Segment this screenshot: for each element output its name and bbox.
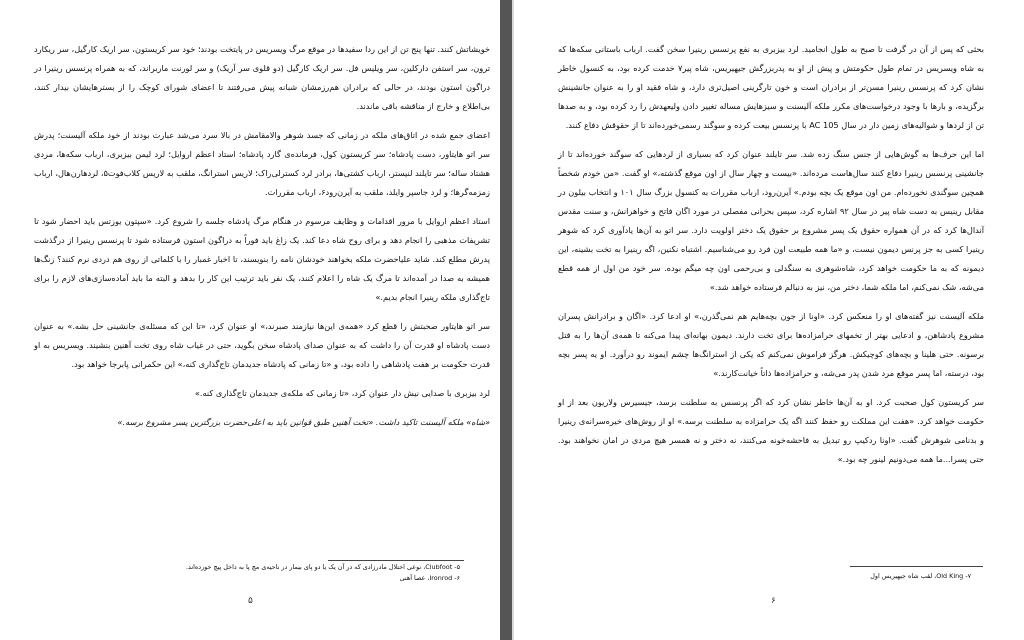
right-page-body [558,40,984,479]
paragraph: خویشاتش کنند. تنها پنج تن از این ردا سفیدها در موقع مرگ ویسریس در پایتخت بودند؛ خود سر کریستون، سر اریک کارگیل، سر ریکارد ترون، سر استفن دارکلین، سر ویلیس فل. سر اریک کارگیل (دو قلوی سر آریک) و سر لورنت ماربراند، که به همراه پرنسس رینیرا در دراگون استون بودند، در حالی که برادران هم‌رزمشان شبانه پیش می‌رفتند تا اعضای شورای کوچک را از بسترهایشان بیدار کنند، بی‌اطلاع و خارج از مناقشه باقی ماندند. [34,44,490,111]
left-footnotes [186,562,460,584]
page-number: ۵ [248,596,253,606]
paragraph: بحثی که پس از آن در گرفت تا صبح به طول انجامید. لرد بیزبری به نفع پرنسس رینیرا سخن گفت. ارباب باستانی سکه‌ها که به شاه ویسریس در تمام طول حکومتش و پیش از او به پدربزرگش جیهیریس، شاه پیر۷ خدمت کرده بود، به کنسول خاطر نشان کرد که پرنسس رینیرا مسن‌تر از برادران است و خون تارگرینی اصیل‌تری دارد، و شاه فقید او را به عنوان جانشینش برگزیده، و بارها با وجود درخواست‌های مکرر ملکه آلیسنت و سیزهایش مساله تغییر دادن ولیعهدش را رد کرده بود، و به صدها تن از لردها و شوالیه‌های زمین دار در سال 105 AC با پرنسس بیعت کرده و سوگند رسمی‌خورده‌اند تا از حقوقش دفاع کنند. [558,44,984,130]
paragraph: «شاه» ملکه آلیسنت تاکید داشت. «تخت آهنین طبق قوانین باید به اعلی‌حضرت بزرگترین پسر مشروع برسه.» [117,417,490,427]
paragraph: ملکه آلیسنت نیز گفته‌های او را منعکس کرد. «اونا از جون بچه‌هایم هم نمی‌گذرن،» او ادعا کرد. «اگان و برادرانش پسران مشروع پادشاهن، و ادعایی بهتر از تخمهای حرامزاده‌ها برای تخت دارند. دیمون بهانه‌ای پیدا می‌کنه تا همه‌ی آن‌ها را به قتل برسونه. حتی هلینا و بچه‌های کوچیکش. هرگز فراموش نمی‌کنم که یکی از استرانگ‌ها چشم ایموند رو درآورد. او یه پسر بچه بود، درسته، اما پسر موقع مرد شدن پدر می‌شه، و حرامزاده‌ها ذاتاً خیانت‌کارند.» [558,311,984,378]
paragraph: استاد اعظم اروایل با مرور اقدامات و وظایف مرسوم در هنگام مرگ پادشاه جلسه را شروع کرد. «سپتون یوزتس باید احضار شود تا تشریفات مذهبی را انجام دهد و برای روح شاه دعا کند. یک زاغ باید فوراً به دراگون استون فرستاده شود تا پرنسس رینیرا از درگذشت پدرش مطلع کند. شاید علیاحضرت ملکه بخواهند خودشان نامه را بنویسند، تا اخبار غمبار را با کلماتی از روی هم دردی نرم کنند؟ زنگ‌ها همیشه به صدا در آمده‌اند تا مرگ یک شاه را اعلام کنند، یک نفر باید ترتیب این کار را بدهد و البته ما باید آماده‌سازی‌های لازم را برای تاج‌گذاری ملکه رینیرا انجام بدیم.» [34,216,490,302]
left-book-page [0,0,500,640]
footnote: ۶- Ironrod، عصا آهنی [399,574,460,582]
footnote-divider [850,566,983,567]
paragraph: اعضای جمع شده در اتاق‌های ملکه در زمانی که جسد شوهر والامقامش در بالا سرد می‌شد عبارت بودند از خود ملکه آلیسنت؛ پدرش سر اتو هایتاور، دست پادشاه؛ سر کریستون کول، فرمانده‌ی گارد پادشاه؛ استاد اعظم اروایل؛ لرد لیمن بیزبری، ارباب سکه‌ها، مردی هشتاد ساله؛ سر تایلند لنیستر، ارباب کشتی‌ها، برادر لرد کسترلی‌راک؛ لاریس استرانگ، ملقب به لاریس کلاب‌فوت۵، لرد‌هارن‌هال، ارباب زمزمه‌گرها؛ و لرد جاسپر وایلد، ملقب به آیرن‌رود۶، ارباب مقررات. [34,130,490,197]
right-book-page [514,0,1024,640]
paragraph: سر اتو هایتاور صحبتش را قطع کرد «همه‌ی این‌ها نیازمند صبرند،» او عنوان کرد، «تا این که مسئله‌ی جانشینی حل بشه.» به عنوان دست پادشاه او قدرت آن را داشت که به عنوان صدای پادشاه سخن بگوید، حتی در غیاب شاه روی تخت آهنین بنشیند. ویسریس به او قدرت حکومت بر هفت پادشاهی را داده بود، و «تا زمانی که پادشاه جدیدمان تاج‌گذاری کنه،» این حکمرانی پابرجا خواهد بود. [34,321,490,369]
page-number: ۶ [771,596,776,606]
footnote: ۷- Old King، لقب شاه جیهیریس اول [870,572,971,580]
paragraph: لرد بیزبری با صدایی نیش دار عنوان کرد، «تا زمانی که ملکه‌ی جدیدمان تاج‌گذاری کنه.» [194,388,490,398]
right-footnotes [870,571,971,582]
left-page-body [34,40,490,442]
footnote: ۵- Clubfoot، نوعی اختلال مادرزادی که در آن یک یا دو پای بیمار در ناحیه‌ی مچ پا به داخل پیچ خورده‌اند. [185,563,460,571]
paragraph: سر کریستون کول صحبت کرد. او به آن‌ها خاطر نشان کرد که اگر پرنسس به سلطنت برسد، جیسیرس ولاریون بعد از او حکومت خواهد کرد. «هفت این مملکت رو حفظ کنند اگه یک حرامزاده به سلطنت برسه.» او از روش‌های خیره‌سرانه‌ی رینیرا و بدنامی شوهرش گفت. «اونا ردکیپ رو تبدیل به فاحشه‌خونه می‌کنند، نه دختر و نه همسر هیچ مردی در امان نخواهند بود. حتی پسرا...ما همه می‌دونیم لینور چه بود.» [558,397,984,464]
footnote-divider [328,560,464,561]
paragraph: اما این حرف‌ها به گوش‌هایی از جنس سنگ زده شد. سر تایلند عنوان کرد که بسیاری از لردهایی که سوگند خورده‌اند تا از جانشینی پرنسس رینیرا دفاع کنند سال‌هاست مرده‌اند. «بیست و چهار سال از اون موقع گذشته،» او گفت. «من خودم شخصاً همچین سوگندی نخورده‌ام. من اون موقع یک بچه بودم.» آیرن‌رود، ارباب مقررات به کنسول بزرگ سال ۱۰۱ و انتخاب بیلون در مقابل رینیس به دست شاه پیر در سال ۹۲ اشاره کرد، سپس بحرانی مفصلی در مورد اگان فاتح و خواهرانش، و سنت مقدس آندال‌ها کرد که در آن همواره حقوق یک پسر مشروع بر حقوق یک دختر اولویت دارد. سر اتو به آن‌ها یادآوری کرد که شوهر رینیرا کسی به جز پرنس دیمون نیست، و «ما همه طبیعت اون فرد رو می‌شناسیم. اشتباه نکنین، اگه رینیرا به تخت بشینه، این دیمونه که به ما حکومت خواهد کرد، شاه‌شوهری به سنگدلی و بی‌رحمی اون چه میگم بوده. سر خود من اول از همه قطع می‌شه، شک نمی‌کنم، اما ملکه شما، دختر من، نیز به دنبالم فرستاده خواهد شد.» [558,149,984,292]
